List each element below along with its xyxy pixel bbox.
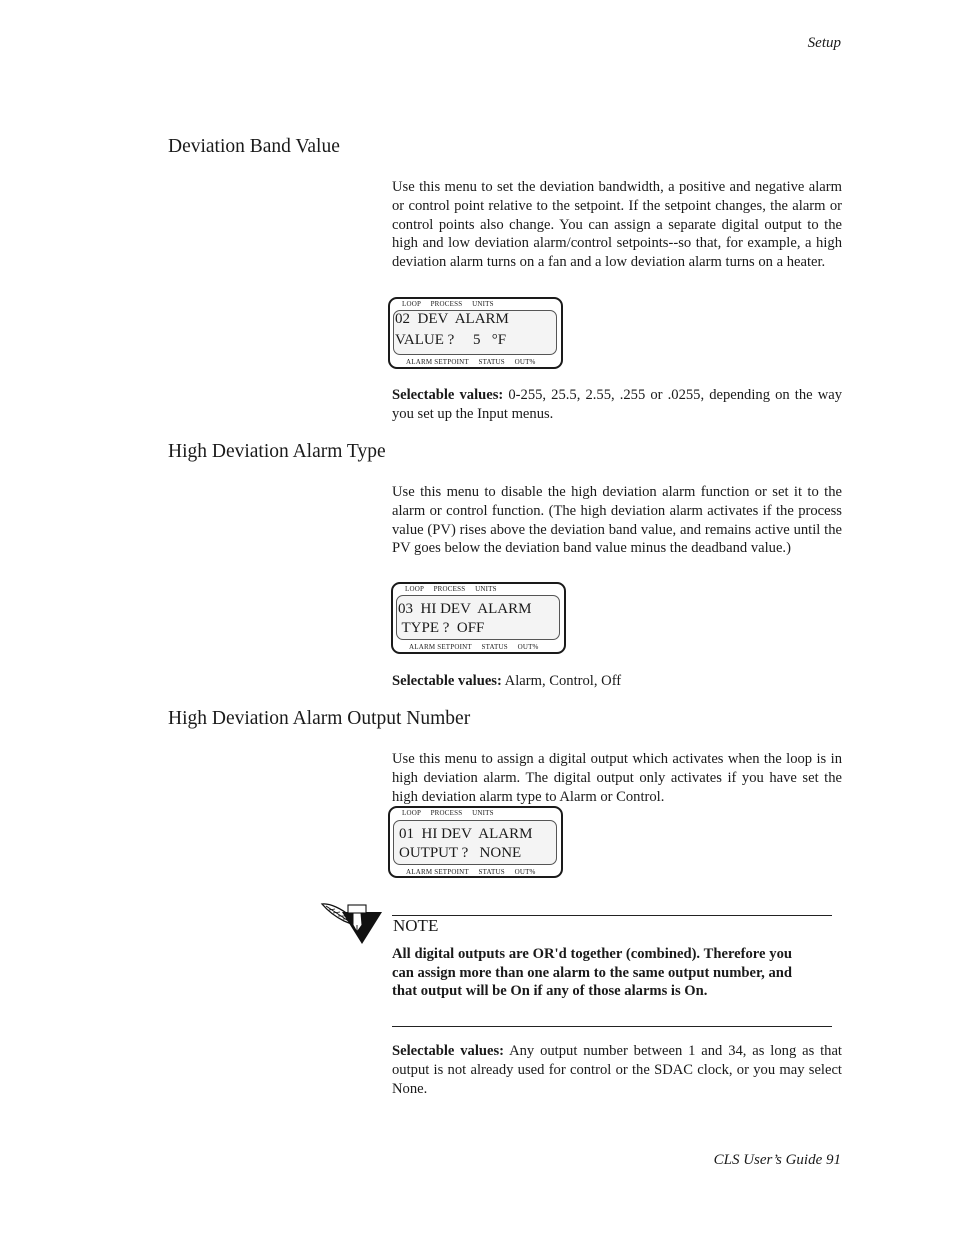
lcd-bottom-labels: ALARM SETPOINT STATUS OUT% xyxy=(406,358,536,366)
selectable-values-high-deviation-output xyxy=(392,1042,842,1098)
note-body: All digital outputs are OR'd together (combined). Therefore you can assign more than one alarm to the same output number, and that output will be On if any of those alarms is On. xyxy=(392,946,792,1000)
lcd-display-deviation-band xyxy=(388,297,563,369)
selectable-values-high-deviation-type xyxy=(392,672,842,691)
lcd-line-2: VALUE ? 5 °F xyxy=(395,332,507,348)
quill-pen-note-icon xyxy=(320,901,384,947)
selectable-label: Selectable values: xyxy=(392,1043,505,1059)
lcd-bottom-labels: ALARM SETPOINT STATUS OUT% xyxy=(406,868,536,876)
note-top-rule xyxy=(392,915,832,916)
section-heading-high-deviation-alarm-type: High Deviation Alarm Type xyxy=(168,441,386,462)
selectable-text: 0-255, 25.5, 2.55, .255 or .0255, depending on the way you set up the Input menus. xyxy=(392,387,843,422)
lcd-line-2: OUTPUT ? NONE xyxy=(399,845,522,861)
note-bottom-rule xyxy=(392,1026,832,1027)
running-head: Setup xyxy=(807,35,841,51)
section-body-deviation-band-value: Use this menu to set the deviation bandwidth, a positive and negative alarm or control point relative to the setpoint. If the setpoint changes, the alarm or control points also change. You can assign a separate digital output to the high and low deviation alarm/control setpoints--so that, for example, a high deviation alarm turns on a fan and a low deviation alarm turns on a heater. xyxy=(392,179,842,271)
lcd-top-labels: LOOP PROCESS UNITS xyxy=(402,809,494,817)
lcd-line-1: 02 DEV ALARM xyxy=(395,311,509,327)
selectable-label: Selectable values: xyxy=(392,673,502,689)
lcd-top-labels: LOOP PROCESS UNITS xyxy=(402,300,494,308)
section-heading-deviation-band-value: Deviation Band Value xyxy=(168,136,340,157)
lcd-display-high-deviation-output xyxy=(388,806,563,878)
selectable-label: Selectable values: xyxy=(392,387,504,403)
lcd-line-1: 01 HI DEV ALARM xyxy=(399,826,533,842)
lcd-line-2: TYPE ? OFF xyxy=(398,620,485,636)
section-heading-high-deviation-output-number: High Deviation Alarm Output Number xyxy=(168,708,471,729)
lcd-top-labels: LOOP PROCESS UNITS xyxy=(405,585,497,593)
lcd-line-1: 03 HI DEV ALARM xyxy=(398,601,532,617)
selectable-text: Any output number between 1 and 34, as long as that output is not already used for control or the SDAC clock, or you may select None. xyxy=(392,1043,842,1097)
section-body-high-deviation-output-number: Use this menu to assign a digital output which activates when the loop is in high deviation alarm. The digital output only activates if you have set the high deviation alarm type to Alarm or Control. xyxy=(392,751,842,805)
lcd-bottom-labels: ALARM SETPOINT STATUS OUT% xyxy=(409,643,539,651)
section-body-high-deviation-alarm-type: Use this menu to disable the high deviation alarm function or set it to the alarm or control function. (The high deviation alarm activates if the process value (PV) rises above the deviation band value, and remains active until the PV goes below the deviation band value minus the deadband value.) xyxy=(392,484,842,557)
lcd-display-high-deviation-type xyxy=(391,582,566,654)
selectable-values-deviation-band xyxy=(392,386,842,424)
page-footer: CLS User’s Guide 91 xyxy=(713,1152,841,1168)
note-title: NOTE xyxy=(393,916,439,935)
selectable-text: Alarm, Control, Off xyxy=(501,673,622,689)
